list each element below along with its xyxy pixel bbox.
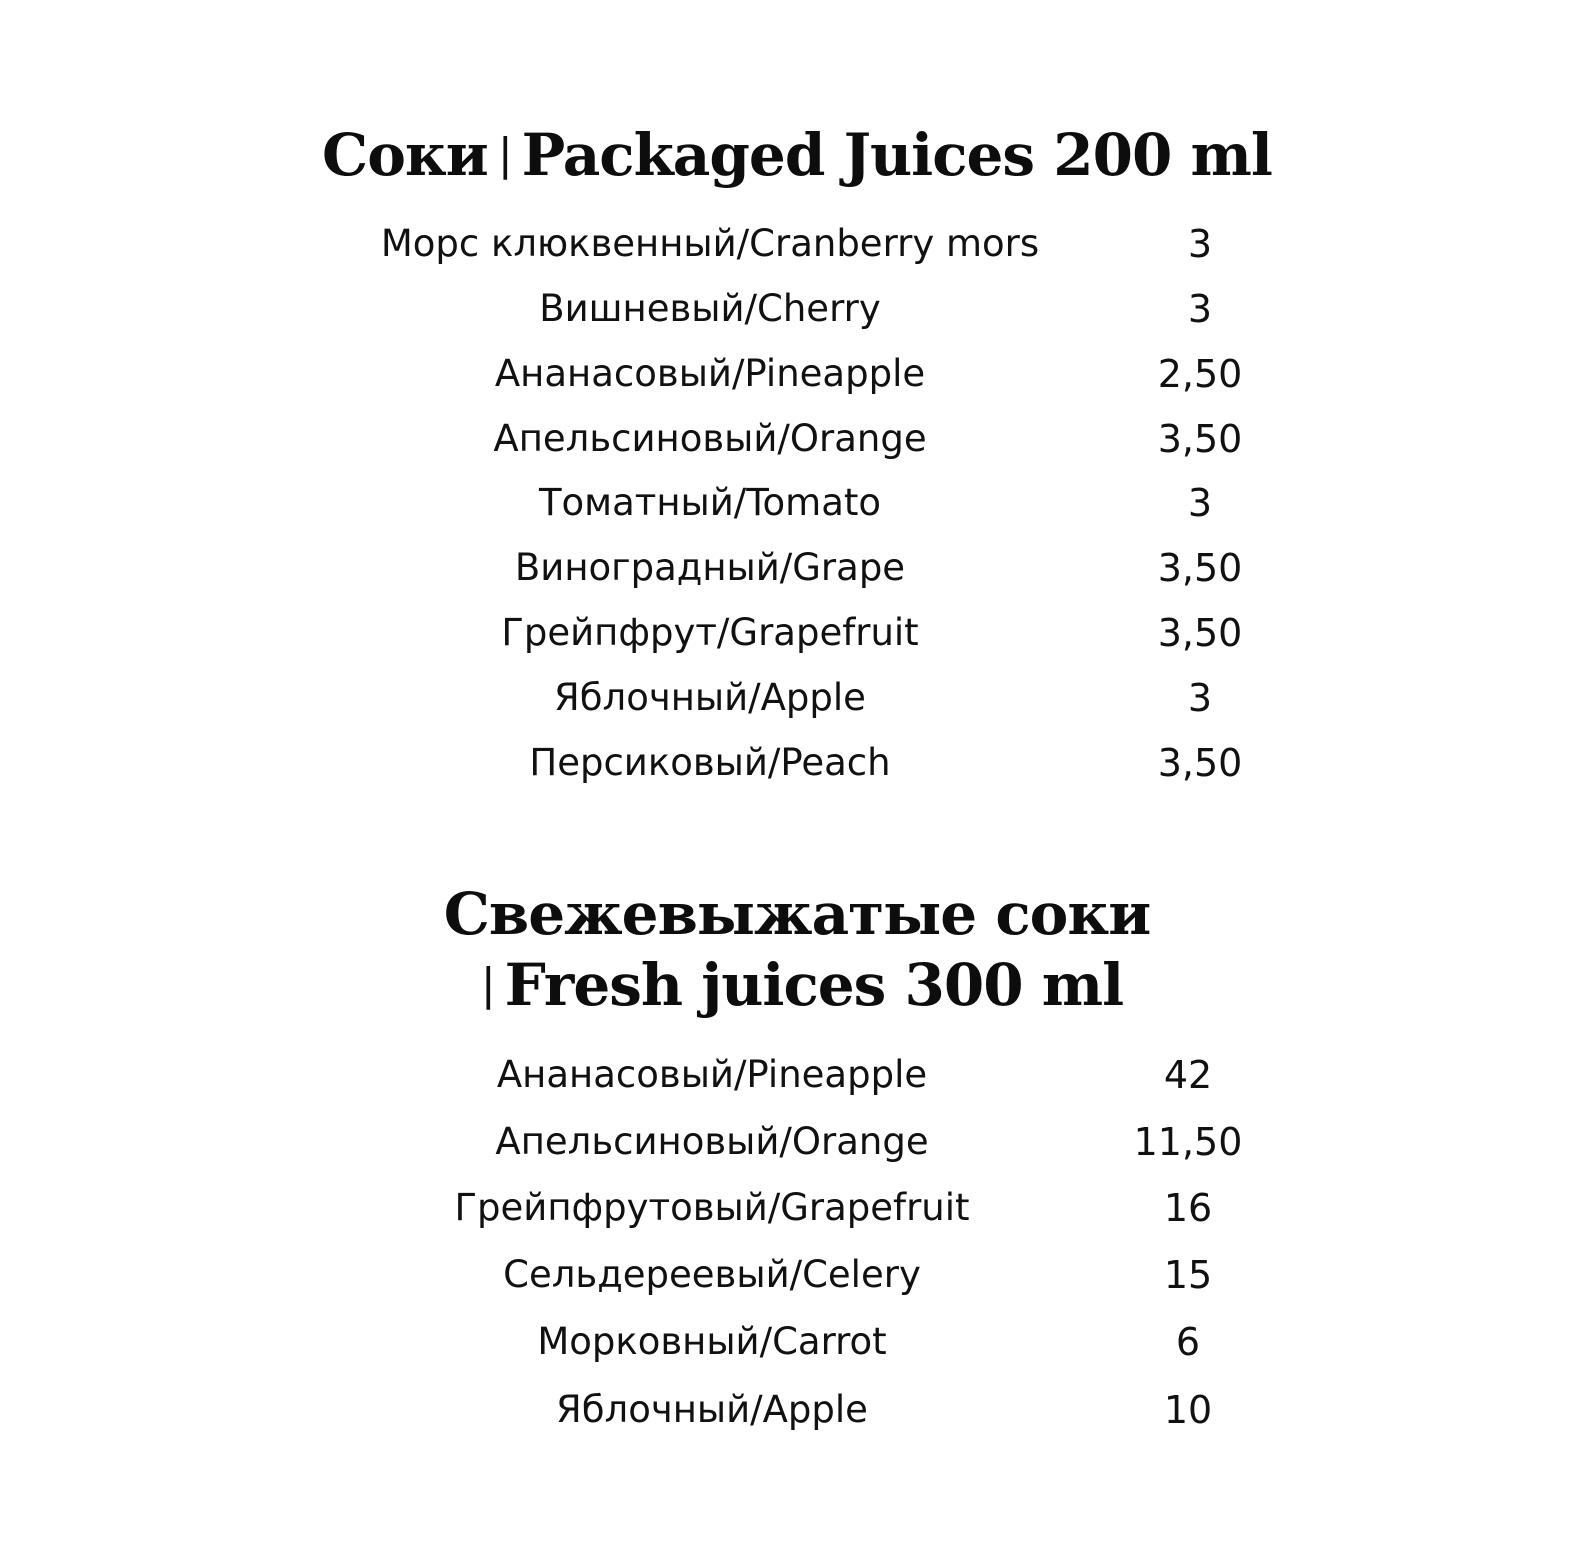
packaged-title-en: Packaged Juices 200 ml bbox=[521, 121, 1272, 189]
item-name: Грейпфрутовый/Grapefruit bbox=[454, 1186, 970, 1229]
item-name: Морковный/Carrot bbox=[537, 1320, 887, 1363]
packaged-menu-item bbox=[0, 214, 1594, 274]
packaged-menu-item bbox=[0, 603, 1594, 663]
item-price: 11,50 bbox=[1133, 1120, 1243, 1164]
item-price: 2,50 bbox=[1157, 352, 1243, 396]
packaged-juices-heading bbox=[0, 120, 1594, 196]
item-price: 3,50 bbox=[1157, 741, 1243, 785]
packaged-menu-item bbox=[0, 733, 1594, 793]
item-name: Апельсиновый/Orange bbox=[495, 1120, 929, 1163]
item-price: 10 bbox=[1163, 1388, 1213, 1432]
item-name: Виноградный/Grape bbox=[514, 546, 906, 589]
item-name: Сельдереевый/Celery bbox=[503, 1253, 921, 1296]
item-name: Ананасовый/Pineapple bbox=[494, 352, 926, 395]
fresh-menu-item bbox=[0, 1045, 1594, 1105]
item-name: Вишневый/Cherry bbox=[539, 287, 881, 330]
fresh-menu-item bbox=[0, 1112, 1594, 1172]
packaged-menu-item bbox=[0, 538, 1594, 598]
item-price: 3,50 bbox=[1157, 546, 1243, 590]
fresh-title-ru: Свежевыжатые соки bbox=[443, 880, 1151, 948]
fresh-menu-item bbox=[0, 1245, 1594, 1305]
item-name: Морс клюквенный/Cranberry mors bbox=[380, 222, 1040, 265]
item-name: Ананасовый/Pineapple bbox=[496, 1053, 928, 1096]
fresh-title-separator: | bbox=[480, 959, 495, 1010]
item-price: 6 bbox=[1175, 1320, 1201, 1364]
item-price: 3 bbox=[1187, 222, 1213, 266]
fresh-menu-item bbox=[0, 1312, 1594, 1372]
fresh-juices-heading-ru bbox=[0, 879, 1594, 949]
item-price: 3 bbox=[1187, 481, 1213, 525]
packaged-title-ru: Соки bbox=[322, 121, 488, 189]
fresh-menu-item bbox=[0, 1380, 1594, 1440]
item-price: 3,50 bbox=[1157, 611, 1243, 655]
item-name: Апельсиновый/Orange bbox=[493, 417, 927, 460]
packaged-menu-item bbox=[0, 344, 1594, 404]
item-name: Персиковый/Peach bbox=[529, 741, 891, 784]
fresh-title-en: Fresh juices 300 ml bbox=[504, 951, 1124, 1019]
item-price: 42 bbox=[1163, 1053, 1213, 1097]
item-name: Яблочный/Apple bbox=[554, 676, 866, 719]
item-price: 3 bbox=[1187, 676, 1213, 720]
packaged-menu-item bbox=[0, 409, 1594, 469]
packaged-title-separator: | bbox=[497, 129, 512, 180]
item-name: Грейпфрут/Grapefruit bbox=[501, 611, 919, 654]
item-price: 3,50 bbox=[1157, 417, 1243, 461]
item-name: Яблочный/Apple bbox=[556, 1388, 868, 1431]
item-name: Томатный/Tomato bbox=[538, 481, 882, 524]
packaged-menu-item bbox=[0, 473, 1594, 533]
packaged-menu-item bbox=[0, 279, 1594, 339]
fresh-menu-item bbox=[0, 1178, 1594, 1238]
item-price: 15 bbox=[1163, 1253, 1213, 1297]
fresh-juices-heading-en bbox=[0, 950, 1594, 1026]
item-price: 16 bbox=[1163, 1186, 1213, 1230]
packaged-menu-item bbox=[0, 668, 1594, 728]
item-price: 3 bbox=[1187, 287, 1213, 331]
